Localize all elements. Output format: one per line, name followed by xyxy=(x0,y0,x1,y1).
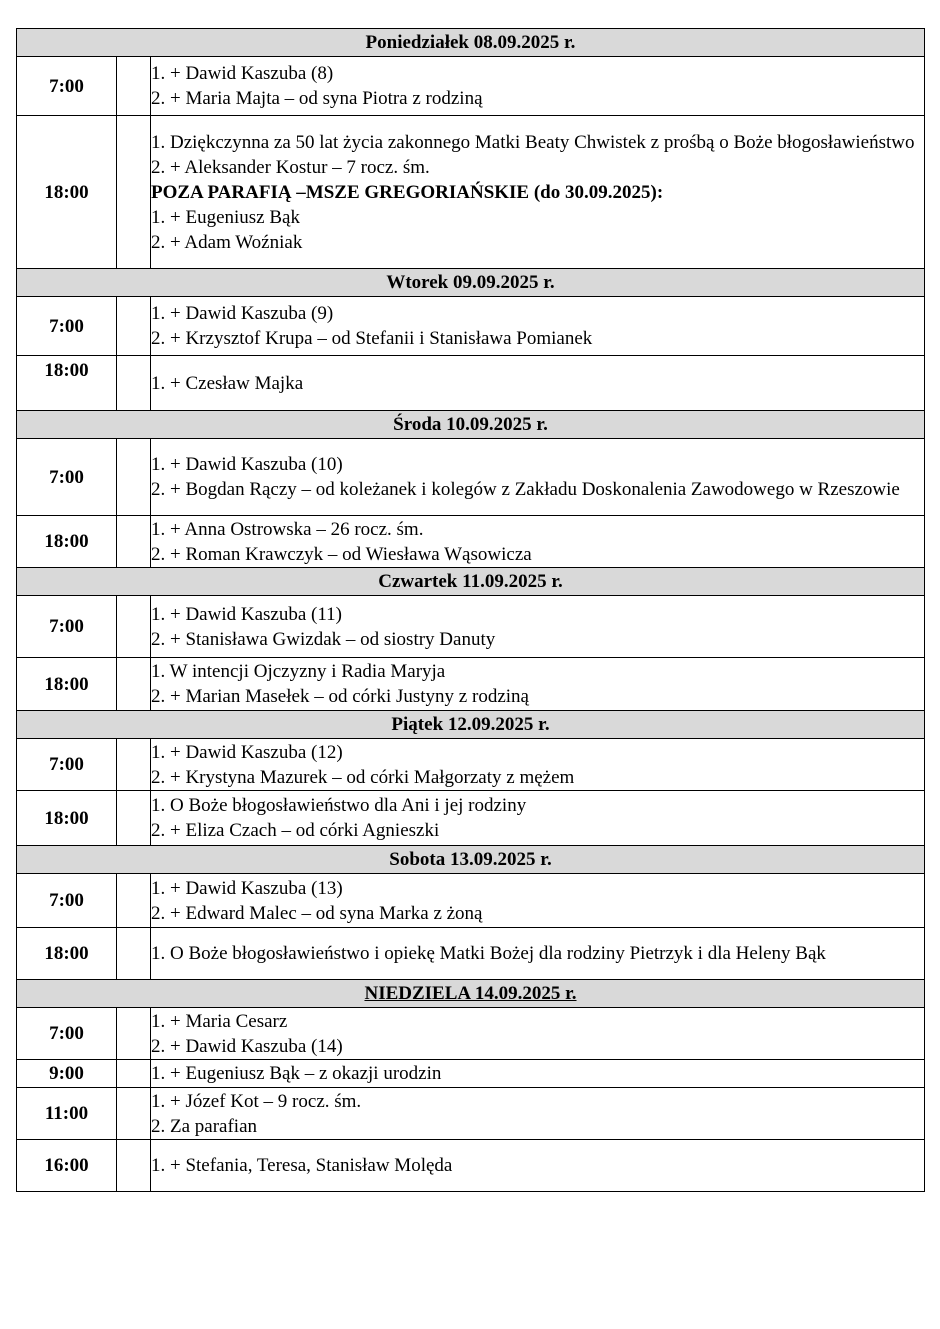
mass-time: 7:00 xyxy=(17,596,117,658)
mass-row xyxy=(17,928,925,980)
mass-time: 9:00 xyxy=(17,1060,117,1088)
blank-cell xyxy=(117,1008,151,1060)
mass-time: 7:00 xyxy=(17,739,117,791)
intention-line: 1. + Dawid Kaszuba (13) xyxy=(151,877,343,899)
day-title: Sobota 13.09.2025 r. xyxy=(17,846,925,874)
day-title xyxy=(17,980,925,1008)
intention-line: 2. + Dawid Kaszuba (14) xyxy=(151,1035,343,1057)
intention-line: 1. + Eugeniusz Bąk xyxy=(151,206,300,228)
intention-line: 1. + Dawid Kaszuba (10) xyxy=(151,454,343,475)
intention-line: 1. + Stefania, Teresa, Stanisław Molęda xyxy=(151,1155,453,1176)
day-header-row xyxy=(17,411,925,439)
mass-intentions xyxy=(151,439,925,516)
intention-line: 1. + Anna Ostrowska – 26 rocz. śm. xyxy=(151,518,424,540)
intention-line: 1. W intencji Ojczyzny i Radia Maryja xyxy=(151,661,446,682)
blank-cell xyxy=(117,516,151,568)
mass-row xyxy=(17,874,925,928)
intention-line: 1. + Eugeniusz Bąk – z okazji urodzin xyxy=(151,1063,442,1084)
day-header-row xyxy=(17,568,925,596)
intention-line: 2. Za parafian xyxy=(151,1115,258,1137)
mass-time: 7:00 xyxy=(17,439,117,516)
sunday-title: NIEDZIELA 14.09.2025 r. xyxy=(364,983,577,1004)
day-title: Poniedziałek 08.09.2025 r. xyxy=(17,29,925,57)
day-header-row xyxy=(17,269,925,297)
mass-intentions xyxy=(151,1008,925,1060)
intention-line: 2. + Aleksander Kostur – 7 rocz. śm. xyxy=(151,156,430,178)
day-header-row xyxy=(17,846,925,874)
intention-line: 1. Dziękczynna za 50 lat życia zakonnego Matki Beaty Chwistek z prośbą o Boże błogosławieństwo xyxy=(151,131,915,153)
mass-time: 7:00 xyxy=(17,1008,117,1060)
mass-row xyxy=(17,658,925,711)
mass-row xyxy=(17,1140,925,1192)
gregorian-masses-heading: POZA PARAFIĄ –MSZE GREGORIAŃSKIE (do 30.09.2025): xyxy=(151,181,664,203)
intention-line: 1. + Maria Cesarz xyxy=(151,1010,288,1032)
mass-row xyxy=(17,791,925,846)
intention-line: 1. + Dawid Kaszuba (8) xyxy=(151,63,334,84)
day-title: Wtorek 09.09.2025 r. xyxy=(17,269,925,297)
blank-cell xyxy=(117,739,151,791)
blank-cell xyxy=(117,596,151,658)
intention-line: 2. + Krystyna Mazurek – od córki Małgorzaty z mężem xyxy=(151,766,575,788)
intention-line: 2. + Bogdan Rączy – od koleżanek i kolegów z Zakładu Doskonalenia Zawodowego w Rzeszowie xyxy=(151,479,900,500)
day-header-row xyxy=(17,29,925,57)
mass-intentions xyxy=(151,658,925,711)
mass-intentions xyxy=(151,516,925,568)
intention-line: 2. + Marian Masełek – od córki Justyny z rodziną xyxy=(151,686,529,707)
mass-time: 7:00 xyxy=(17,57,117,116)
mass-time: 16:00 xyxy=(17,1140,117,1192)
blank-cell xyxy=(117,874,151,928)
mass-intentions xyxy=(151,791,925,846)
blank-cell xyxy=(117,1060,151,1088)
mass-intentions xyxy=(151,1140,925,1192)
mass-intentions xyxy=(151,356,925,411)
blank-cell xyxy=(117,297,151,356)
mass-row xyxy=(17,516,925,568)
intention-line: 2. + Roman Krawczyk – od Wiesława Wąsowicza xyxy=(151,543,532,565)
intention-line: 2. + Edward Malec – od syna Marka z żoną xyxy=(151,902,483,924)
mass-intentions xyxy=(151,596,925,658)
intention-line: 1. + Czesław Majka xyxy=(151,372,304,394)
day-title: Piątek 12.09.2025 r. xyxy=(17,711,925,739)
mass-row xyxy=(17,57,925,116)
mass-row xyxy=(17,356,925,411)
day-header-row xyxy=(17,980,925,1008)
mass-row xyxy=(17,1060,925,1088)
intention-line: 1. + Dawid Kaszuba (9) xyxy=(151,303,334,324)
mass-time: 18:00 xyxy=(17,791,117,846)
mass-row xyxy=(17,596,925,658)
intention-line: 2. + Eliza Czach – od córki Agnieszki xyxy=(151,820,440,841)
blank-cell xyxy=(117,356,151,411)
day-header-row xyxy=(17,711,925,739)
mass-time: 11:00 xyxy=(17,1088,117,1140)
mass-time: 18:00 xyxy=(17,356,117,411)
mass-time: 7:00 xyxy=(17,297,117,356)
mass-row xyxy=(17,297,925,356)
blank-cell xyxy=(117,57,151,116)
mass-intentions xyxy=(151,874,925,928)
day-title: Czwartek 11.09.2025 r. xyxy=(17,568,925,596)
intention-line: 1. O Boże błogosławieństwo dla Ani i jej rodziny xyxy=(151,795,527,816)
intention-line: 1. O Boże błogosławieństwo i opiekę Matki Bożej dla rodziny Pietrzyk i dla Heleny Bąk xyxy=(151,943,826,964)
mass-intentions xyxy=(151,1060,925,1088)
blank-cell xyxy=(117,1088,151,1140)
intention-line: 1. + Dawid Kaszuba (11) xyxy=(151,603,342,625)
day-title: Środa 10.09.2025 r. xyxy=(17,411,925,439)
mass-time: 18:00 xyxy=(17,928,117,980)
mass-time: 18:00 xyxy=(17,658,117,711)
mass-time: 18:00 xyxy=(17,516,117,568)
mass-schedule-table xyxy=(16,28,925,1192)
intention-line: 2. + Adam Woźniak xyxy=(151,231,303,253)
mass-intentions xyxy=(151,297,925,356)
mass-intentions xyxy=(151,739,925,791)
mass-intentions xyxy=(151,57,925,116)
mass-row xyxy=(17,116,925,269)
mass-row xyxy=(17,439,925,516)
mass-row xyxy=(17,1008,925,1060)
intention-line: 2. + Stanisława Gwizdak – od siostry Danuty xyxy=(151,628,496,650)
mass-intentions xyxy=(151,928,925,980)
blank-cell xyxy=(117,116,151,269)
mass-time: 7:00 xyxy=(17,874,117,928)
blank-cell xyxy=(117,791,151,846)
mass-row xyxy=(17,739,925,791)
intention-line: 2. + Maria Majta – od syna Piotra z rodziną xyxy=(151,88,483,109)
mass-row xyxy=(17,1088,925,1140)
mass-intentions xyxy=(151,1088,925,1140)
mass-intentions xyxy=(151,116,925,269)
intention-line: 1. + Dawid Kaszuba (12) xyxy=(151,741,343,763)
mass-time: 18:00 xyxy=(17,116,117,269)
blank-cell xyxy=(117,928,151,980)
intention-line: 2. + Krzysztof Krupa – od Stefanii i Stanisława Pomianek xyxy=(151,328,593,349)
blank-cell xyxy=(117,658,151,711)
blank-cell xyxy=(117,439,151,516)
intention-line: 1. + Józef Kot – 9 rocz. śm. xyxy=(151,1090,362,1112)
blank-cell xyxy=(117,1140,151,1192)
